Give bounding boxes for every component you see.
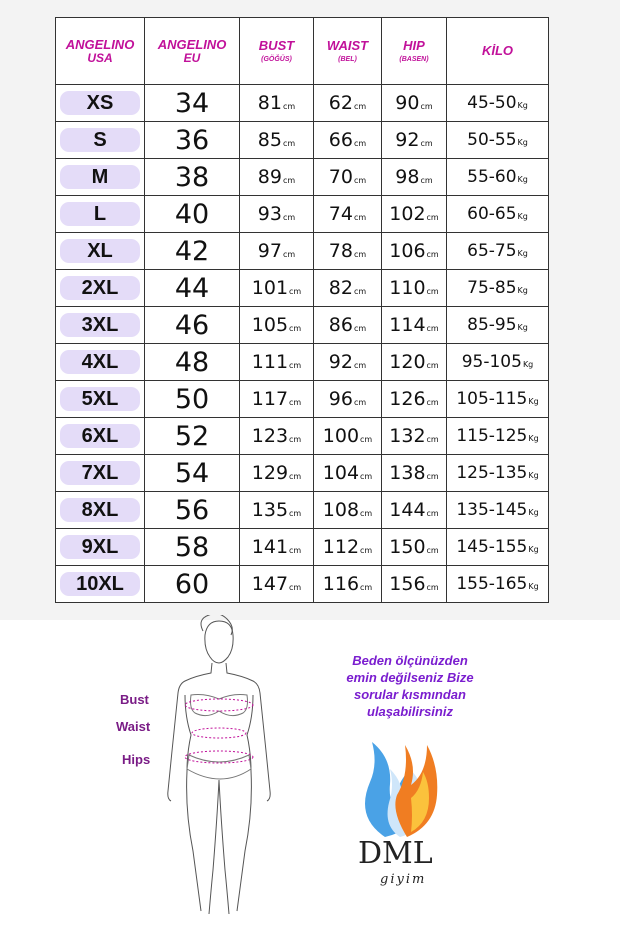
waist-cell [314, 233, 382, 270]
size-eu-cell: 54 [145, 455, 240, 492]
kilo-cell [447, 196, 549, 233]
size-eu-cell: 40 [145, 196, 240, 233]
size-eu-cell: 48 [145, 344, 240, 381]
waist-cell [314, 159, 382, 196]
bust-cell [240, 455, 314, 492]
kilo-cell [447, 418, 549, 455]
hip-unit: cm [420, 176, 433, 185]
waist-cell [314, 85, 382, 122]
hip-value: 110 [389, 277, 426, 299]
kilo-cell [447, 344, 549, 381]
hip-value: 90 [395, 92, 420, 114]
size-usa-cell [56, 344, 145, 381]
size-usa-value: 10XL [76, 572, 124, 595]
bust-unit: cm [282, 176, 296, 185]
bust-unit: cm [289, 324, 302, 333]
size-usa-cell [56, 307, 145, 344]
bust-value: 141 [251, 536, 289, 558]
hip-cell [382, 122, 447, 159]
hip-cell [382, 418, 447, 455]
bust-cell [240, 159, 314, 196]
size-usa-cell [56, 492, 145, 529]
hip-value: 106 [389, 240, 426, 262]
kilo-unit: Kg [517, 138, 528, 147]
waist-cell [314, 529, 382, 566]
header-eu: ANGELINO EU [145, 18, 240, 85]
brand-name: DML [358, 836, 433, 871]
hip-unit: cm [426, 287, 439, 296]
kilo-value: 60-65 [467, 204, 517, 224]
waist-cell [314, 344, 382, 381]
bust-value: 123 [251, 425, 289, 447]
table-row [56, 85, 549, 122]
size-usa-cell [56, 196, 145, 233]
size-usa-value: 5XL [81, 387, 119, 410]
waist-value: 96 [328, 388, 353, 410]
hip-cell [382, 233, 447, 270]
bust-unit: cm [289, 435, 302, 444]
waist-unit: cm [353, 398, 367, 407]
size-usa-value: L [93, 202, 107, 225]
waist-value: 66 [328, 129, 353, 151]
bust-value: 97 [257, 240, 282, 262]
table-row [56, 529, 549, 566]
table-row [56, 233, 549, 270]
hip-value: 144 [389, 499, 426, 521]
waist-value: 82 [328, 277, 353, 299]
bust-value: 85 [257, 129, 282, 151]
size-usa-cell [56, 418, 145, 455]
hip-cell [382, 455, 447, 492]
kilo-unit: Kg [528, 545, 539, 554]
waist-unit: cm [353, 250, 367, 259]
kilo-value: 115-125 [456, 426, 528, 446]
table-row [56, 307, 549, 344]
size-usa-value: 3XL [81, 313, 119, 336]
size-usa-value: XL [87, 239, 113, 262]
waist-value: 74 [328, 203, 353, 225]
hip-cell [382, 381, 447, 418]
bust-label: Bust [120, 692, 149, 707]
hip-unit: cm [426, 213, 439, 222]
size-eu-cell: 60 [145, 566, 240, 603]
kilo-cell [447, 159, 549, 196]
bust-cell [240, 270, 314, 307]
hip-unit: cm [426, 509, 439, 518]
table-row [56, 566, 549, 603]
kilo-value: 75-85 [467, 278, 517, 298]
size-eu-cell: 46 [145, 307, 240, 344]
help-note-line2: emin değilseniz Bize [346, 670, 474, 685]
kilo-value: 105-115 [456, 389, 528, 409]
kilo-cell [447, 566, 549, 603]
bust-cell [240, 566, 314, 603]
bust-value: 111 [251, 351, 289, 373]
kilo-unit: Kg [528, 582, 539, 591]
hip-unit: cm [426, 324, 439, 333]
table-row [56, 196, 549, 233]
flame-logo-icon [345, 732, 455, 842]
kilo-unit: Kg [517, 286, 528, 295]
help-note [300, 652, 520, 720]
bust-value: 135 [251, 499, 289, 521]
kilo-cell [447, 85, 549, 122]
hip-value: 92 [395, 129, 420, 151]
kilo-cell [447, 455, 549, 492]
hip-cell [382, 307, 447, 344]
help-note-line3: sorular kısmından [354, 687, 466, 702]
waist-cell [314, 307, 382, 344]
waist-cell [314, 566, 382, 603]
bust-cell [240, 233, 314, 270]
table-row [56, 122, 549, 159]
header-waist: WAIST (BEL) [314, 18, 382, 85]
hip-value: 98 [395, 166, 420, 188]
kilo-value: 145-155 [456, 537, 528, 557]
table-row [56, 455, 549, 492]
waist-unit: cm [360, 509, 373, 518]
size-table [55, 17, 549, 603]
waist-unit: cm [353, 139, 367, 148]
size-eu-cell: 52 [145, 418, 240, 455]
hip-cell [382, 196, 447, 233]
kilo-value: 50-55 [467, 130, 517, 150]
kilo-value: 55-60 [467, 167, 517, 187]
bust-value: 105 [251, 314, 289, 336]
hip-value: 126 [389, 388, 426, 410]
kilo-unit: Kg [517, 101, 528, 110]
help-note-line1: Beden ölçünüzden [352, 653, 468, 668]
waist-value: 108 [322, 499, 360, 521]
kilo-cell [447, 307, 549, 344]
kilo-value: 85-95 [467, 315, 517, 335]
size-usa-cell [56, 381, 145, 418]
waist-cell [314, 270, 382, 307]
waist-value: 100 [322, 425, 360, 447]
waist-unit: cm [353, 287, 367, 296]
bust-unit: cm [289, 509, 302, 518]
waist-unit: cm [353, 324, 367, 333]
waist-cell [314, 418, 382, 455]
size-eu-cell: 42 [145, 233, 240, 270]
waist-cell [314, 455, 382, 492]
table-row [56, 270, 549, 307]
size-usa-value: 7XL [81, 461, 119, 484]
hip-unit: cm [426, 398, 439, 407]
size-eu-cell: 38 [145, 159, 240, 196]
waist-unit: cm [360, 472, 373, 481]
bust-cell [240, 196, 314, 233]
hip-unit: cm [426, 250, 439, 259]
size-usa-value: 6XL [81, 424, 119, 447]
hip-cell [382, 85, 447, 122]
size-usa-value: M [91, 165, 109, 188]
header-usa: ANGELINO USA [56, 18, 145, 85]
size-eu-cell: 34 [145, 85, 240, 122]
size-usa-cell [56, 122, 145, 159]
hip-value: 132 [389, 425, 426, 447]
header-bust: BUST (GÖĞÜS) [240, 18, 314, 85]
bust-cell [240, 85, 314, 122]
body-figure-illustration [145, 615, 285, 920]
kilo-value: 45-50 [467, 93, 517, 113]
kilo-cell [447, 122, 549, 159]
kilo-cell [447, 381, 549, 418]
hip-cell [382, 492, 447, 529]
waist-unit: cm [360, 546, 373, 555]
size-usa-cell [56, 159, 145, 196]
bust-cell [240, 307, 314, 344]
size-usa-value: 8XL [81, 498, 119, 521]
kilo-value: 155-165 [456, 574, 528, 594]
hips-label: Hips [122, 752, 151, 767]
kilo-unit: Kg [522, 360, 534, 369]
kilo-unit: Kg [528, 471, 539, 480]
bust-cell [240, 418, 314, 455]
bust-unit: cm [289, 472, 302, 481]
header-row [56, 18, 549, 85]
table-row [56, 344, 549, 381]
kilo-unit: Kg [517, 212, 528, 221]
hip-value: 150 [389, 536, 426, 558]
kilo-cell [447, 233, 549, 270]
hip-cell [382, 566, 447, 603]
size-usa-value: 9XL [81, 535, 119, 558]
bust-unit: cm [282, 102, 296, 111]
size-usa-cell [56, 233, 145, 270]
bust-value: 81 [257, 92, 282, 114]
bust-value: 147 [251, 573, 289, 595]
bust-value: 89 [257, 166, 282, 188]
bust-cell [240, 492, 314, 529]
brand-subtitle: giyim [380, 872, 427, 887]
size-usa-value: XS [86, 91, 114, 114]
hip-unit: cm [426, 546, 439, 555]
size-eu-cell: 44 [145, 270, 240, 307]
waist-value: 62 [328, 92, 353, 114]
bust-cell [240, 344, 314, 381]
kilo-value: 135-145 [456, 500, 528, 520]
hip-value: 120 [389, 351, 426, 373]
size-usa-value: 4XL [81, 350, 119, 373]
table-row [56, 418, 549, 455]
hip-unit: cm [426, 472, 439, 481]
kilo-value: 65-75 [467, 241, 517, 261]
hip-value: 138 [389, 462, 426, 484]
bust-value: 117 [251, 388, 289, 410]
hip-cell [382, 159, 447, 196]
hip-unit: cm [420, 102, 433, 111]
hip-unit: cm [426, 361, 439, 370]
kilo-value: 95-105 [461, 352, 522, 372]
size-usa-value: 2XL [81, 276, 119, 299]
table-row [56, 381, 549, 418]
waist-unit: cm [353, 361, 367, 370]
hip-cell [382, 529, 447, 566]
help-note-line4: ulaşabilirsiniz [367, 704, 453, 719]
hip-value: 114 [389, 314, 426, 336]
waist-value: 116 [322, 573, 360, 595]
size-usa-cell [56, 529, 145, 566]
bust-unit: cm [289, 287, 302, 296]
table-row [56, 159, 549, 196]
waist-unit: cm [353, 213, 367, 222]
size-usa-cell [56, 455, 145, 492]
waist-unit: cm [353, 176, 367, 185]
hip-unit: cm [420, 139, 433, 148]
kilo-unit: Kg [528, 508, 539, 517]
size-eu-cell: 36 [145, 122, 240, 159]
size-usa-cell [56, 85, 145, 122]
size-eu-cell: 58 [145, 529, 240, 566]
size-eu-cell: 56 [145, 492, 240, 529]
bust-unit: cm [289, 583, 302, 592]
hip-value: 156 [389, 573, 426, 595]
waist-cell [314, 492, 382, 529]
waist-unit: cm [353, 102, 367, 111]
size-usa-cell [56, 566, 145, 603]
kilo-cell [447, 492, 549, 529]
hip-cell [382, 270, 447, 307]
bust-unit: cm [282, 139, 296, 148]
waist-value: 78 [328, 240, 353, 262]
kilo-unit: Kg [528, 397, 539, 406]
hip-unit: cm [426, 583, 439, 592]
table-row [56, 492, 549, 529]
header-kilo: KİLO [447, 18, 549, 85]
waist-value: 92 [328, 351, 353, 373]
bust-cell [240, 122, 314, 159]
kilo-unit: Kg [517, 323, 528, 332]
size-eu-cell: 50 [145, 381, 240, 418]
kilo-cell [447, 529, 549, 566]
bust-unit: cm [289, 398, 302, 407]
waist-value: 104 [322, 462, 360, 484]
bust-value: 129 [251, 462, 289, 484]
size-usa-cell [56, 270, 145, 307]
kilo-unit: Kg [528, 434, 539, 443]
waist-value: 70 [328, 166, 353, 188]
kilo-cell [447, 270, 549, 307]
kilo-unit: Kg [517, 249, 528, 258]
size-usa-value: S [93, 128, 107, 151]
waist-unit: cm [360, 435, 373, 444]
bust-unit: cm [282, 213, 296, 222]
hip-unit: cm [426, 435, 439, 444]
hip-value: 102 [389, 203, 426, 225]
waist-cell [314, 381, 382, 418]
bust-value: 93 [257, 203, 282, 225]
waist-cell [314, 122, 382, 159]
kilo-unit: Kg [517, 175, 528, 184]
hip-cell [382, 344, 447, 381]
bust-cell [240, 529, 314, 566]
waist-unit: cm [360, 583, 373, 592]
bust-unit: cm [282, 250, 296, 259]
bust-unit: cm [289, 361, 302, 370]
waist-value: 86 [328, 314, 353, 336]
waist-label: Waist [116, 719, 151, 734]
bust-cell [240, 381, 314, 418]
kilo-value: 125-135 [456, 463, 528, 483]
bust-value: 101 [251, 277, 289, 299]
bust-unit: cm [289, 546, 302, 555]
waist-cell [314, 196, 382, 233]
header-hip: HIP (BASEN) [382, 18, 447, 85]
waist-value: 112 [322, 536, 360, 558]
